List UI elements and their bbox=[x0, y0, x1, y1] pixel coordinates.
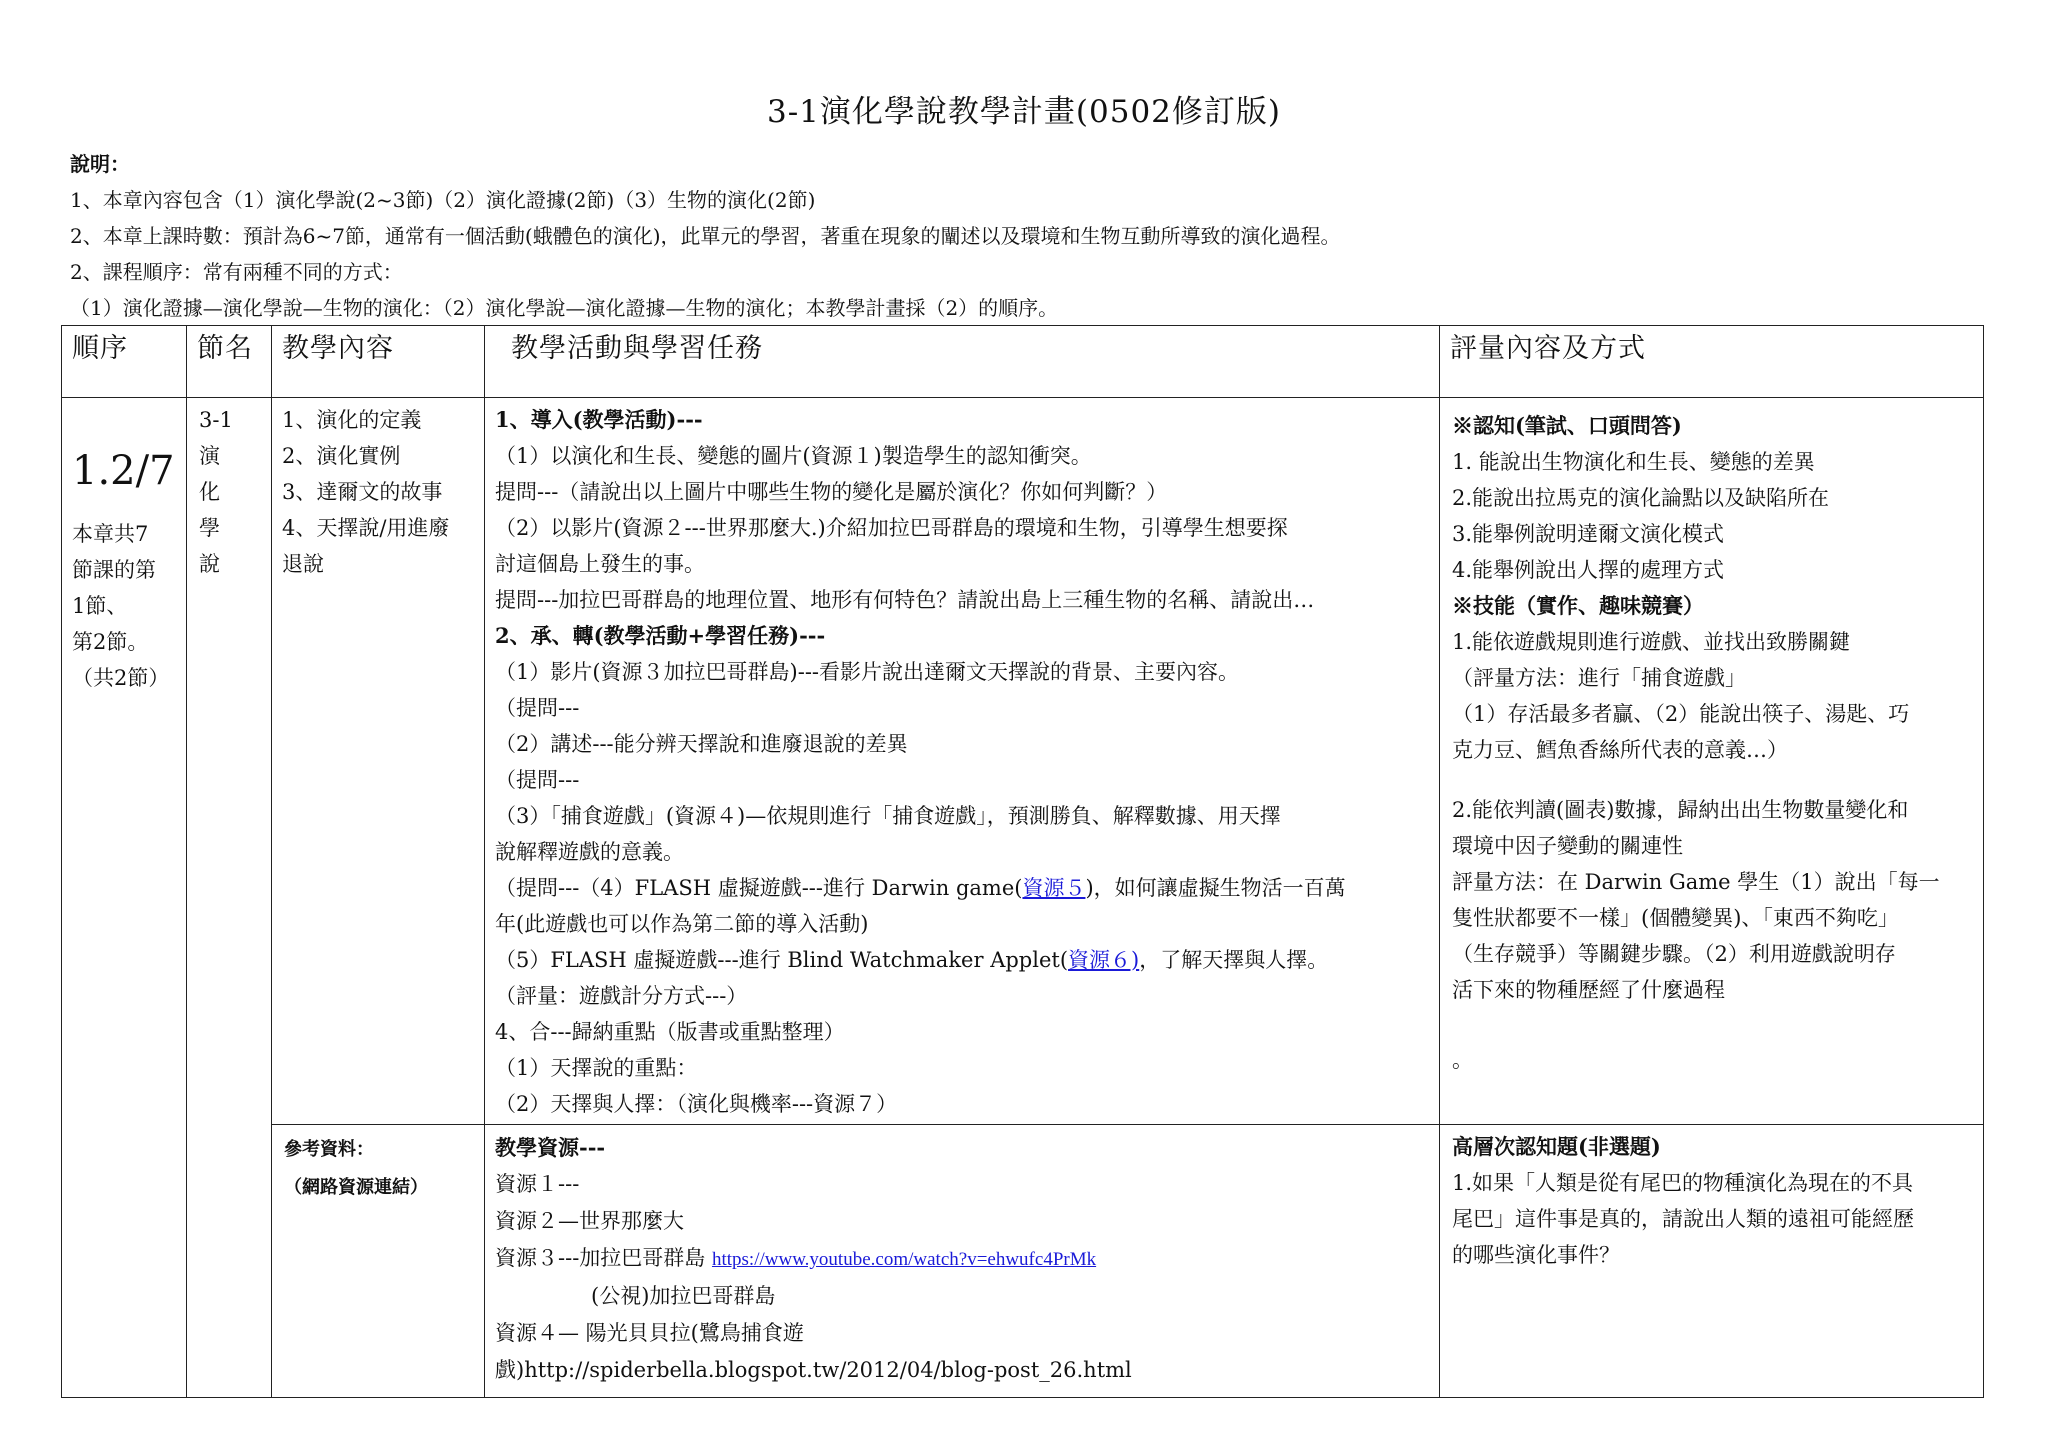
evaluation-item: 克力豆、鱈魚香絲所代表的意義…） bbox=[1452, 738, 1788, 762]
evaluation-item: 活下來的物種歷經了什麼過程 bbox=[1452, 978, 1725, 1002]
page-title: 3-1演化學說教學計畫(0502修訂版) bbox=[766, 94, 1281, 130]
activity-line bbox=[495, 942, 1429, 978]
activity-line: 提問---加拉巴哥群島的地理位置、地形有何特色？請說出島上三種生物的名稱、請說出… bbox=[495, 588, 1315, 612]
spacer bbox=[1452, 768, 1973, 792]
header-content-cell bbox=[272, 326, 485, 398]
evaluation-item: 1.能依遊戲規則進行遊戲、並找出致勝關鍵 bbox=[1452, 630, 1851, 654]
header-evaluation: 評量內容及方式 bbox=[1450, 333, 1646, 364]
header-evaluation-cell bbox=[1440, 326, 1984, 398]
header-activity: 教學活動與學習任務 bbox=[511, 333, 763, 364]
evaluation-item: 評量方法：在 Darwin Game 學生（1）說出「每一 bbox=[1452, 870, 1940, 894]
activity-text: （5）FLASH 虛擬遊戲---進行 Blind Watchmaker Applet( bbox=[495, 948, 1069, 972]
cognitive-title: ※認知(筆試、口頭問答) bbox=[1452, 413, 1682, 438]
section-text: 3-1 bbox=[199, 408, 233, 432]
resources-title: 教學資源--- bbox=[495, 1135, 606, 1160]
header-order-cell bbox=[62, 326, 187, 398]
activity-line: （1）影片(資源３加拉巴哥群島)---看影片說出達爾文天擇說的背景、主要內容。 bbox=[495, 660, 1240, 684]
resource-line: 資源２—世界那麼大 bbox=[495, 1209, 684, 1233]
evaluation-item: 1. 能說出生物演化和生長、變態的差異 bbox=[1452, 450, 1815, 474]
intro-section bbox=[70, 146, 1970, 326]
higher-order-question: 尾巴」這件事是真的，請說出人類的遠祖可能經歷 bbox=[1452, 1207, 1914, 1231]
activity-line: 年(此遊戲也可以作為第二節的導入活動) bbox=[495, 912, 869, 936]
activity-heading: 2、承、轉(教學活動+學習任務)--- bbox=[495, 623, 826, 648]
resource-line: (公視)加拉巴哥群島 bbox=[591, 1284, 776, 1308]
header-content: 教學內容 bbox=[282, 333, 394, 364]
activity-line: （提問--- bbox=[495, 768, 580, 792]
activity-line: （3）「捕食遊戲」(資源４)—依規則進行「捕食遊戲」，預測勝負、解釋數據、用天擇 bbox=[495, 804, 1281, 828]
evaluation-item: （評量方法：進行「捕食遊戲」 bbox=[1452, 666, 1746, 690]
header-section: 節名 bbox=[197, 333, 253, 364]
evaluation-item: 2.能說出拉馬克的演化論點以及缺陷所在 bbox=[1452, 486, 1830, 510]
higher-order-title: 高層次認知題(非選題) bbox=[1452, 1134, 1661, 1159]
resource-line: 資源４— 陽光貝貝拉(鷺鳥捕食遊 bbox=[495, 1321, 804, 1345]
table-row bbox=[62, 398, 1984, 1125]
header-order: 順序 bbox=[72, 333, 128, 364]
evaluation-item: （1）存活最多者贏、（2）能說出筷子、湯匙、巧 bbox=[1452, 702, 1910, 726]
activity-line: 提問---（請說出以上圖片中哪些生物的變化是屬於演化？你如何判斷？） bbox=[495, 480, 1168, 504]
higher-order-question: 的哪些演化事件？ bbox=[1452, 1243, 1620, 1267]
evaluation-item: 環境中因子變動的關連性 bbox=[1452, 834, 1683, 858]
evaluation-item: 4.能舉例說出人擇的處理方式 bbox=[1452, 558, 1725, 582]
activity-line: 討這個島上發生的事。 bbox=[495, 552, 705, 576]
evaluation-item: 隻性狀都要不一樣」(個體變異)、「東西不夠吃」 bbox=[1452, 906, 1899, 930]
activity-heading: 1、導入(教學活動)--- bbox=[495, 407, 703, 432]
activity-line: 4、合---歸納重點（版書或重點整理） bbox=[495, 1020, 845, 1044]
section-text: 學 bbox=[199, 516, 220, 540]
higher-order-question: 1.如果「人類是從有尾巴的物種演化為現在的不具 bbox=[1452, 1171, 1914, 1195]
evaluation-item: 3.能舉例說明達爾文演化模式 bbox=[1452, 522, 1725, 546]
content-item: 3、達爾文的故事 bbox=[282, 480, 443, 504]
resource-5-link[interactable]: 資源５ bbox=[1022, 876, 1086, 900]
content-item: 1、演化的定義 bbox=[282, 408, 422, 432]
order-number: 1.2/7 bbox=[72, 448, 175, 494]
order-note: 本章共7 bbox=[72, 522, 149, 546]
table-header-row bbox=[62, 326, 1984, 398]
skill-title: ※技能（實作、趣味競賽） bbox=[1452, 593, 1704, 618]
table-row bbox=[62, 1125, 1984, 1398]
section-text: 化 bbox=[199, 480, 220, 504]
resource-6-link[interactable]: 資源６) bbox=[1068, 948, 1140, 972]
resources-cell bbox=[485, 1125, 1440, 1398]
intro-line: 2、本章上課時數：預計為6~7節，通常有一個活動(蛾體色的演化)，此單元的學習，著重在現象的闡述以及環境和生物互動所導致的演化過程。 bbox=[70, 224, 1341, 248]
evaluation-item: 2.能依判讀(圖表)數據，歸納出出生物數量變化和 bbox=[1452, 798, 1909, 822]
activity-line bbox=[495, 870, 1429, 906]
activity-text: ，了解天擇與人擇。 bbox=[1139, 948, 1329, 972]
activity-text: )，如何讓虛擬生物活一百萬 bbox=[1085, 876, 1346, 900]
activity-line: （2）以影片(資源２---世界那麼大.)介紹加拉巴哥群島的環境和生物，引導學生想要探 bbox=[495, 516, 1288, 540]
intro-line: （1）演化證據—演化學說—生物的演化：（2）演化學說—演化證據—生物的演化；本教學計畫採（2）的順序。 bbox=[70, 296, 1059, 320]
higher-order-cell bbox=[1440, 1125, 1984, 1398]
intro-line: 1、本章內容包含（1）演化學說(2~3節)（2）演化證據(2節)（3）生物的演化(2節) bbox=[70, 188, 816, 212]
content-item: 2、演化實例 bbox=[282, 444, 401, 468]
evaluation-cell bbox=[1440, 398, 1984, 1125]
intro-label: 說明： bbox=[70, 152, 130, 176]
activity-line: （提問--- bbox=[495, 696, 580, 720]
section-text: 演 bbox=[199, 444, 220, 468]
resource-line bbox=[495, 1240, 1429, 1278]
activity-line: （2）講述---能分辨天擇說和進廢退說的差異 bbox=[495, 732, 908, 756]
youtube-link[interactable]: https://www.youtube.com/watch?v=ehwufc4PrMk bbox=[711, 1249, 1097, 1270]
order-note: 第2節。 bbox=[72, 630, 149, 654]
order-cell bbox=[62, 398, 187, 1398]
lesson-plan-table bbox=[61, 325, 1984, 1398]
order-note: （共2節） bbox=[72, 666, 170, 690]
activity-line: （1）以演化和生長、變態的圖片(資源１)製造學生的認知衝突。 bbox=[495, 444, 1092, 468]
activity-cell bbox=[485, 398, 1440, 1125]
content-cell bbox=[272, 398, 485, 1125]
activity-text: （提問---（4）FLASH 虛擬遊戲---進行 Darwin game( bbox=[495, 876, 1023, 900]
evaluation-item: （生存競爭）等關鍵步驟。（2）利用遊戲說明存 bbox=[1452, 942, 1896, 966]
header-activity-cell bbox=[485, 326, 1440, 398]
section-text: 說 bbox=[199, 552, 220, 576]
reference-label: （網路資源連結） bbox=[284, 1177, 428, 1198]
resource-text: 資源３---加拉巴哥群島 bbox=[495, 1246, 712, 1270]
resource-line: 資源１--- bbox=[495, 1172, 580, 1196]
header-section-cell bbox=[187, 326, 272, 398]
section-cell bbox=[187, 398, 272, 1398]
reference-cell bbox=[272, 1125, 485, 1398]
intro-line: 2、課程順序：常有兩種不同的方式： bbox=[70, 260, 403, 284]
content-item: 4、天擇說/用進廢 bbox=[282, 516, 450, 540]
order-note: 節課的第 bbox=[72, 558, 156, 582]
content-item: 退說 bbox=[282, 552, 324, 576]
activity-line: 說解釋遊戲的意義。 bbox=[495, 840, 684, 864]
activity-line: （2）天擇與人擇：（演化與機率---資源７） bbox=[495, 1092, 898, 1116]
order-note: 1節、 bbox=[72, 594, 128, 618]
reference-label: 參考資料： bbox=[284, 1139, 374, 1160]
activity-line: （評量：遊戲計分方式---） bbox=[495, 984, 748, 1008]
evaluation-end-mark: 。 bbox=[1452, 1048, 1473, 1072]
activity-line: （1）天擇說的重點： bbox=[495, 1056, 698, 1080]
resource-line: 戲)http://spiderbella.blogspot.tw/2012/04/blog-post_26.html bbox=[495, 1358, 1132, 1382]
